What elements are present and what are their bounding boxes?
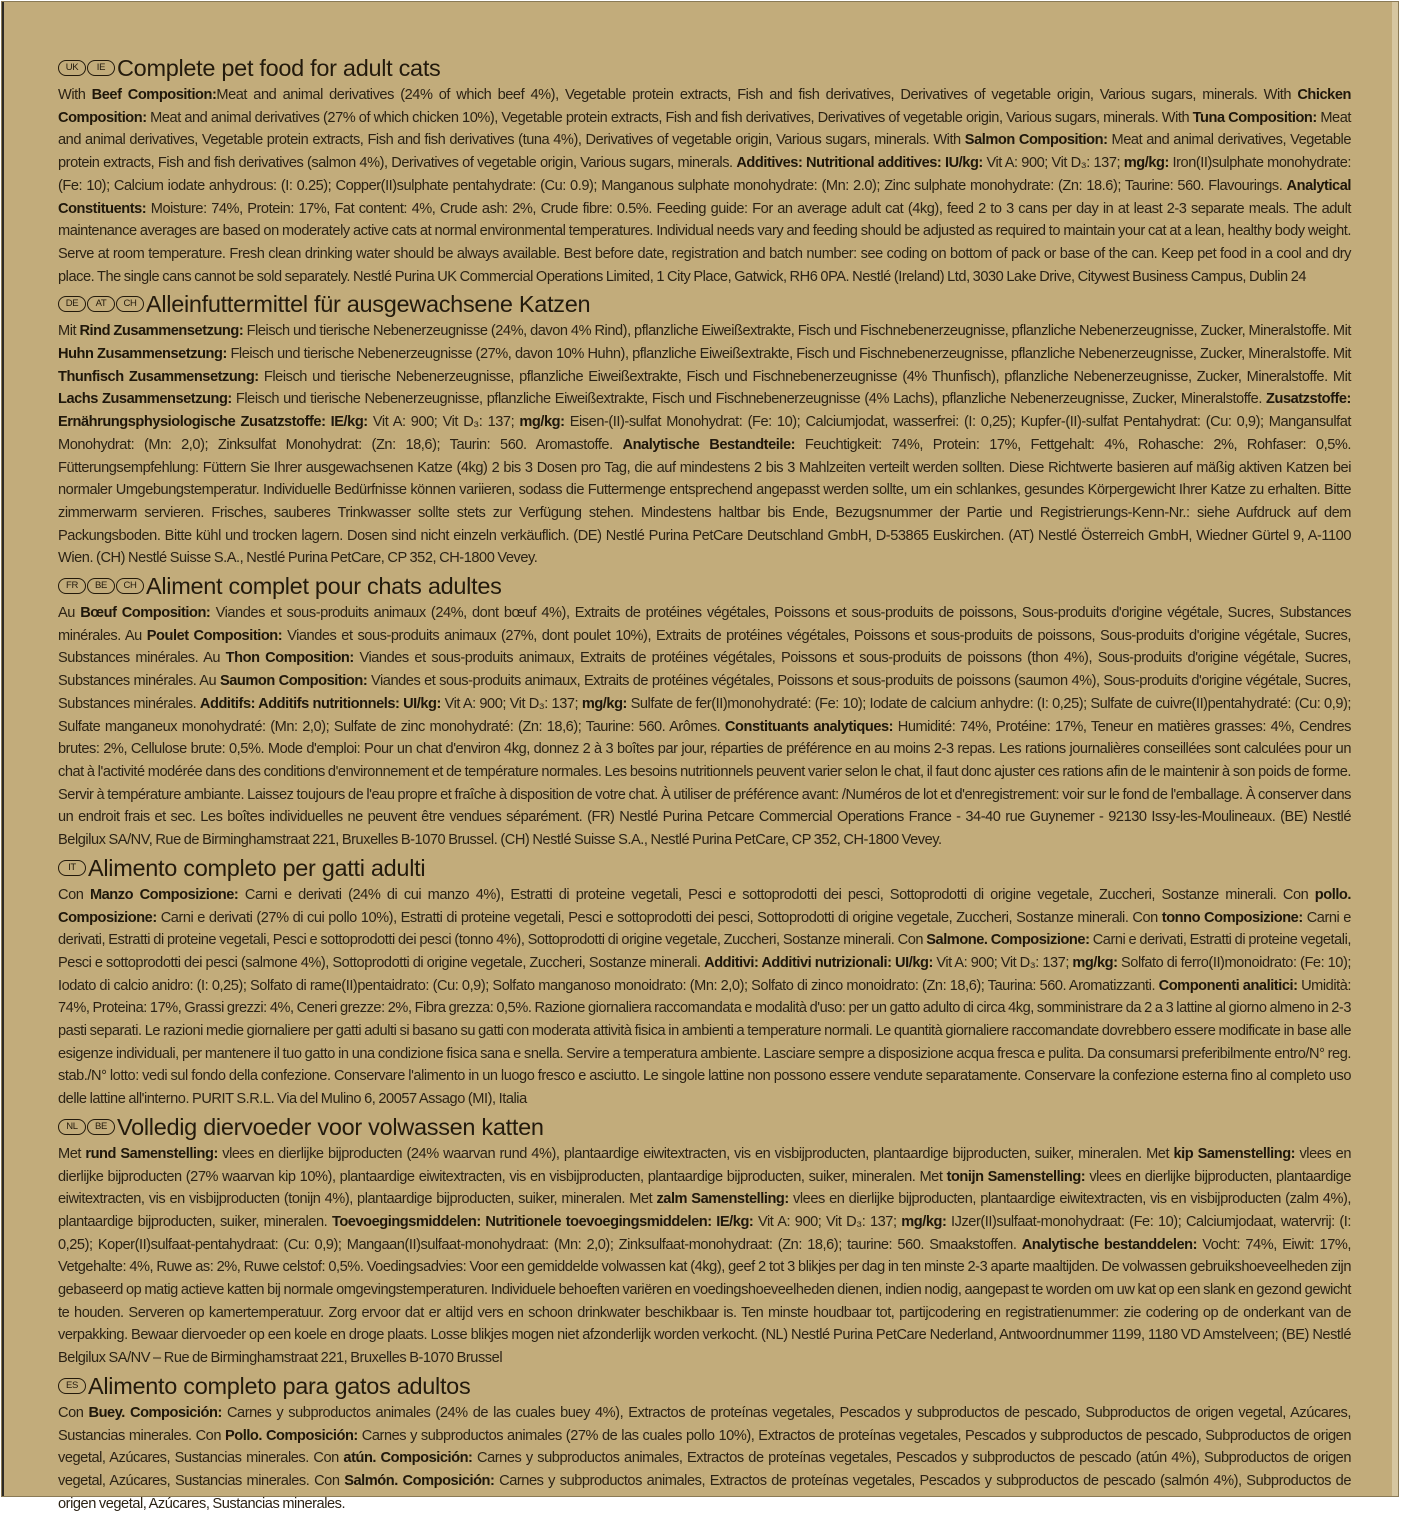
bold-label: rund Samenstelling:: [85, 1145, 218, 1162]
section-body-text: [58, 1143, 1351, 1370]
bold-label: mg/kg:: [1123, 155, 1169, 172]
section-heading-text: Alimento completo per gatti adulti: [88, 854, 426, 881]
body-run: Mit: [58, 323, 80, 340]
country-code-badge: IT: [58, 860, 86, 876]
country-badges: [58, 860, 87, 876]
bold-label: Pollo. Composición:: [224, 1427, 358, 1444]
bold-label: Analytische bestanddelen:: [1021, 1236, 1198, 1253]
bold-label: Saumon Composition:: [219, 673, 368, 690]
section-body-text: [58, 320, 1351, 570]
body-run: Eisen-(II)-sulfat Monohydrat: (Fe: 10); Calciumjodat, wasserfrei: (I: 0,25); Kupfer-(II)-sulfat Pentahydrat: (Cu: 0,9); Mangansulfat Monohydrat: (Mn: 2,0); Zinksulfat Monohydrat: (Zn: 18,6); Taurin: 560. Aromastoffe.: [58, 414, 1352, 453]
body-run: Carnes y subproductos animales, Extractos de proteínas vegetales, Pescados y subproductos de pescado (atún 4%), Subproductos de origen vegetal, Azúcares, Sustancias minerales. Con: [58, 1450, 1351, 1489]
body-run: vlees en dierlijke bijproducten (27% waarvan kip 10%), plantaardige eiwitextracten, vis en visbijproducten, plantaardige bijproducten, suiker, mineralen. Met: [58, 1145, 1351, 1185]
bold-label: kip Samenstelling:: [1173, 1145, 1296, 1162]
country-badges: [58, 296, 145, 312]
country-code-badge: BE: [87, 1119, 115, 1135]
country-code-badge: AT: [87, 296, 115, 312]
bold-label: Tuna Composition:: [1192, 109, 1317, 126]
bold-label: Analytische Bestandteile:: [622, 436, 796, 453]
bold-label: mg/kg:: [519, 414, 565, 431]
section-body-text: [58, 84, 1351, 288]
language-section: [58, 852, 1351, 1111]
bold-label: Thunfisch Zusammensetzung:: [58, 368, 259, 385]
section-body-text: [58, 602, 1351, 852]
section-heading-text: Alleinfuttermittel für ausgewachsene Katzen: [146, 291, 591, 318]
body-run: Meat and animal derivatives (27% of which chicken 10%), Vegetable protein extracts, Fish and fish derivatives, Derivatives of vegetable origin, Various sugars, minerals. With: [146, 109, 1193, 126]
body-run: Carni e derivati (27% di cui pollo 10%), Estratti di proteine vegetali, Pesci e sottoprodotti dei pesci, Sottoprodotti di origine vegetale, Zuccheri, Sostanze minerali. Con: [156, 909, 1162, 926]
body-run: Vit A: 900; Vit D₃: 137;: [753, 1213, 902, 1230]
body-run: Fleisch und tierische Nebenerzeugnisse (27%, davon 10% Huhn), pflanzliche Eiweißextrakte, Fisch und Fischnebenerzeugnisse, pflanzliche Nebenerzeugnisse, Zucker, Mineralstoffe. Mit: [226, 346, 1351, 363]
body-run: Umidità: 74%, Proteina: 17%, Grassi grezzi: 4%, Ceneri grezze: 2%, Fibra grezza: 0,5%. Razione giornaliera raccomandata e modalità d'uso: per un gatto adulto di circa 4kg, somministrare da 2 a 3 lattine al giorno almeno in 2-3 pasti separati. Le razioni medie giornaliere per gatti adulti si basano su gatti con moderata attività fisica in ambienti a temperature normali. Le quantità giornaliere raccomandate dovrebbero essere modificate in base alle esigenze individuali, per mantenere il tuo gatto in una condizione fisica sana e snella. Servire a temperatura ambiente. Lasciare sempre a disposizione acqua fresca e pulita. Da consumarsi preferibilmente entro/N° reg. stab./N° lotto: vedi sul fondo della confezione. Conservare l'alimento in un luogo fresco e asciutto. Le singole lattine non possono essere vendute separatamente. Conservare la confezione esterna fino al completo uso delle lattine all'interno. PURIT S.R.L. Via del Mulino 6, 20057 Assago (MI), Italia: [58, 977, 1351, 1108]
body-run: Viandes et sous-produits animaux (27%, dont poulet 10%), Extraits de protéines végétales, Poissons et sous-produits de poissons, Sous-produits d'origine végétale, Sucres, Substances minérales. Au: [58, 627, 1351, 667]
body-run: Carnes y subproductos animales (27% de las cuales pollo 10%), Extractos de proteínas vegetales, Pescados y subproductos de pescado, Subproductos de origen vegetal, Azúcares, Sustancias minerales. Con: [58, 1427, 1352, 1467]
body-run: Vit A: 900; Vit D₃: 137;: [367, 414, 520, 431]
bold-label: Additives: Nutritional additives: IU/kg:: [736, 155, 983, 172]
body-run: Meat and animal derivatives (24% of which beef 4%), Vegetable protein extracts, Fish and fish derivatives, Derivatives of vegetable origin, Various sugars, minerals. With: [216, 87, 1298, 103]
body-run: Viandes et sous-produits animaux, Extraits de protéines végétales, Poissons et sous-produits de poissons (saumon 4%), Sous-produits d'origine végétale, Sucres, Substances minérales.: [58, 673, 1352, 712]
bold-label: atún. Composición:: [343, 1450, 473, 1467]
bold-label: tonno Composizione:: [1161, 909, 1303, 926]
body-run: Viandes et sous-produits animaux (24%, dont bœuf 4%), Extraits de protéines végétales, Poissons et sous-produits de poissons, Sous-produits d'origine végétale, Sucres, Substances minérales. Au: [58, 605, 1351, 644]
body-run: Humidité: 74%, Protéine: 17%, Teneur en matières grasses: 4%, Cendres brutes: 2%, Cellulose brute: 0,5%. Mode d'emploi: Pour un chat d'environ 4kg, donnez 2 à 3 boîtes par jour, réparties de préférence en au moins 2-3 repas. Les rations journalières conseillées sont calculées pour un chat à l'activité modérée dans des conditions d'environnement et de température normales. Les besoins nutritionnels peuvent varier selon le chat, il faut donc ajuster ces rations afin de le maintenir à son poids de forme. Servir à température ambiante. Laissez toujours de l'eau propre et fraîche à disposition de votre chat. À utiliser de préférence avant: /Numéros de lot et d'enregistrement: voir sur le fond de l'emballage. À conserver dans un endroit frais et sec. Les boîtes individuelles ne peuvent être vendues séparément. (FR) Nestlé Purina Petcare Commercial Operations France - 34-40 rue Guynemer - 92130 Issy-les-Moulineaux. (BE) Nestlé Belgilux SA/NV, Rue de Birminghamstraat 221, Bruxelles B-1070 Brussel. (CH) Nestlé Suisse S.A., Nestlé Purina PetCare, CP 352, CH-1800 Vevey.: [58, 718, 1351, 849]
bold-label: Beef Composition:: [91, 87, 217, 103]
bold-label: zalm Samenstelling:: [656, 1191, 789, 1208]
section-heading: [58, 1370, 1351, 1402]
body-run: vlees en dierlijke bijproducten (24% waarvan rund 4%), plantaardige eiwitextracten, vis en visbijproducten, plantaardige bijproducten, suiker, mineralen. Met: [217, 1145, 1174, 1162]
bold-label: tonijn Samenstelling:: [946, 1168, 1086, 1185]
section-heading-text: Complete pet food for adult cats: [117, 55, 441, 81]
bold-label: Salmón. Composición:: [344, 1472, 495, 1489]
bold-label: Constituants analytiques:: [724, 718, 894, 735]
section-heading: [58, 570, 1351, 602]
bold-label: Componenti analitici:: [1158, 977, 1298, 994]
country-badges: [58, 1378, 87, 1394]
bold-label: Huhn Zusammensetzung:: [58, 346, 227, 363]
bold-label: Salmon Composition:: [964, 132, 1108, 149]
section-heading: [58, 1111, 1351, 1143]
body-run: Vit A: 900; Vit D₃: 137;: [440, 695, 582, 712]
bold-label: Manzo Composizione:: [89, 886, 239, 903]
body-run: Vit A: 900; Vit D₃: 137;: [932, 954, 1073, 971]
language-section: [58, 1370, 1351, 1515]
section-heading-text: Alimento completo para gatos adultos: [88, 1372, 471, 1399]
section-heading: [58, 288, 1351, 320]
country-code-badge: DE: [58, 296, 86, 312]
country-badges: [58, 1119, 116, 1135]
language-section: [58, 288, 1351, 570]
country-code-badge: CH: [116, 296, 144, 312]
body-run: Iron(II)sulphate monohydrate: (Fe: 10); Calcium iodate anhydrous: (I: 0.25); Copper(II)sulphate pentahydrate: (Cu: 0.9); Manganous sulphate monohydrate: (Mn: 2.0); Zinc sulphate monohydrate: (Zn: 18.6); Taurine: 560. Flavourings.: [58, 155, 1351, 194]
body-run: vlees en dierlijke bijproducten, plantaardige eiwitextracten, vis en visbijproducten (tonijn 4%), plantaardige bijproducten, suiker, mineralen. Met: [58, 1168, 1351, 1208]
bold-label: Lachs Zusammensetzung:: [58, 391, 232, 408]
country-code-badge: FR: [58, 578, 86, 594]
body-run: Fleisch und tierische Nebenerzeugnisse, pflanzliche Eiweißextrakte, Fisch und Fischnebenerzeugnisse (4% Lachs), pflanzliche Nebenerzeugnisse, Zucker, Mineralstoffe.: [231, 391, 1267, 408]
bold-label: mg/kg:: [901, 1213, 947, 1230]
body-run: Carni e derivati, Estratti di proteine vegetali, Pesci e sottoprodotti dei pesci (tonno 4%), Sottoprodotti di origine vegetale, Zuccheri, Sostanze minerali. Con: [58, 909, 1351, 949]
bold-label: Toevoegingsmiddelen: Nutritionele toevoegingsmiddelen: IE/kg:: [331, 1213, 754, 1230]
body-run: Carnes y subproductos animales (24% de las cuales buey 4%), Extractos de proteínas vegetales, Pescados y subproductos de pescado, Subproductos de origen vegetal, Azúcares, Sustancias minerales. Con: [58, 1404, 1351, 1444]
country-code-badge: NL: [58, 1119, 86, 1135]
body-run: Moisture: 74%, Protein: 17%, Fat content: 4%, Crude ash: 2%, Crude fibre: 0.5%. Feeding guide: For an average adult cat (4kg), feed 2 to 3 cans per day in at least 2-3 separate meals. The adult maintenance averages are based on moderately active cats at normal environmental temperatures. Individual needs vary and feeding should be adjusted as required to maintain your cat at a lean, healthy body weight. Serve at room temperature. Fresh clean drinking water should be always available. Best before date, registration and batch number: see coding on bottom of pack or base of the can. Keep pet food in a cool and dry place. The single cans cannot be sold separately. Nestlé Purina UK Commercial Operations Limited, 1 City Place, Gatwick, RH6 0PA. Nestlé (Ireland) Ltd, 3030 Lake Drive, Citywest Business Campus, Dublin 24: [58, 200, 1351, 285]
body-run: Vit A: 900; Vit D₃: 137;: [982, 155, 1124, 172]
bold-label: Analytical Constituents:: [58, 177, 1351, 217]
body-run: Carni e derivati, Estratti di proteine vegetali, Pesci e sottoprodotti dei pesci (salmone 4%), Sottoprodotti di origine vegetale, Zuccheri, Sostanze minerali.: [58, 932, 1351, 971]
body-run: With: [58, 87, 92, 103]
body-run: vlees en dierlijke bijproducten, plantaardige eiwitextracten, vis en visbijproducten (zalm 4%), plantaardige bijproducten, suiker, mineralen.: [58, 1191, 1352, 1230]
body-run: Sulfate de fer(II)monohydraté: (Fe: 10); Iodate de calcium anhydre: (I: 0,25); Sulfate de cuivre(II)pentahydraté: (Cu: 0,9); Sulfate manganeux monohydraté: (Mn: 2,0); Sulfate de zinc monohydraté: (Zn: 18,6); Taurine: 560. Arômes.: [58, 695, 1352, 735]
body-run: Fleisch und tierische Nebenerzeugnisse, pflanzliche Eiweißextrakte, Fisch und Fischnebenerzeugnisse (4% Thunfisch), pflanzliche Nebenerzeugnisse, Zucker, Mineralstoffe. Mit: [258, 368, 1351, 385]
bold-label: mg/kg:: [1072, 954, 1118, 971]
body-run: Met: [58, 1145, 86, 1162]
bold-label: Thon Composition:: [225, 650, 354, 667]
body-run: Au: [58, 605, 81, 622]
label-content: [58, 52, 1351, 1515]
language-section: [58, 570, 1351, 852]
country-code-badge: BE: [87, 578, 115, 594]
body-run: Solfato di ferro(II)monoidrato: (Fe: 10); Iodato di calcio anidro: (I: 0,25); Solfato di rame(II)pentaidrato: (Cu: 0,9); Solfato manganoso monoidrato: (Mn: 2,0); Solfato di zinco monoidrato: (Zn: 18,6); Taurina: 560. Aromatizzanti.: [58, 954, 1351, 994]
section-heading-text: Aliment complet pour chats adultes: [146, 573, 502, 600]
body-run: Vocht: 74%, Eiwit: 17%, Vetgehalte: 4%, Ruwe as: 2%, Ruwe celstof: 0,5%. Voedingsadvies: Voor een gemiddelde volwassen kat (4kg), geef 2 tot 3 blikjes per dag in ten minste 2-3 aparte maaltijden. De volwassen gebruikshoeveelheden zijn gebaseerd op matig actieve katten bij normale omgevingstemperaturen. Individuele behoeften variëren en voedingshoeveelheden dienen, indien nodig, aangepast te worden om uw kat op een slank en gezond gewicht te houden. Serveren op kamertemperatuur. Zorg ervoor dat er altijd vers en schoon drinkwater beschikbaar is. Ten minste houdbaar tot, partijcodering en registratienummer: zie codering op de onderkant van de verpakking. Bewaar diervoeder op een koele en droge plaats. Losse blikjes mogen niet afzonderlijk worden verkocht. (NL) Nestlé Purina PetCare Nederland, Antwoordnummer 1199, 1180 VD Amstelveen; (BE) Nestlé Belgilux SA/NV – Rue de Birminghamstraat 221, Bruxelles B-1070 Brussel: [58, 1236, 1351, 1367]
bold-label: Rind Zusammensetzung:: [79, 323, 244, 340]
language-section: [58, 1111, 1351, 1370]
country-badges: [58, 578, 145, 594]
bold-label: mg/kg:: [581, 695, 627, 712]
bold-label: Poulet Composition:: [146, 627, 283, 644]
body-run: Feuchtigkeit: 74%, Protein: 17%, Fettgehalt: 4%, Rohasche: 2%, Rohfaser: 0,5%. Fütterungsempfehlung: Füttern Sie Ihrer ausgewachsenen Katze (4kg) 2 bis 3 Dosen pro Tag, die auf mindestens 2 bis 3 Mahlzeiten verteilt werden sollten. Diese Richtwerte basieren auf mäßig aktiven Katzen bei normaler Umgebungstemperatur. Individuelle Bedürfnisse können variieren, sodass die Futtermenge entsprechend angepasst werden sollte, um ein schlankes, gesundes Körpergewicht Ihrer Katze zu erhalten. Bitte zimmerwarm servieren. Frisches, sauberes Trinkwasser sollte stets zur Verfügung stehen. Mindestens haltbar bis Ende, Bezugsnummer der Partie und Registrierungs-Kenn-Nr.: siehe Aufdruck auf dem Packungsboden. Bitte kühl und trocken lagern. Dosen sind nicht einzeln verkäuflich. (DE) Nestlé Purina PetCare Deutschland GmbH, D-53865 Euskirchen. (AT) Nestlé Österreich GmbH, Wiedner Gürtel 9, A-1100 Wien. (CH) Nestlé Suisse S.A., Nestlé Purina PetCare, CP 352, CH-1800 Vevey.: [58, 436, 1352, 567]
body-run: Con: [58, 886, 90, 903]
language-section: [58, 52, 1351, 288]
country-code-badge: IE: [87, 60, 115, 76]
bold-label: Additivi: Additivi nutrizionali: UI/kg:: [704, 954, 933, 971]
country-code-badge: CH: [116, 578, 144, 594]
section-body-text: [58, 1402, 1351, 1515]
section-body-text: [58, 884, 1351, 1111]
body-run: Meat and animal derivatives, Vegetable protein extracts, Fish and fish derivatives (salmon 4%), Derivatives of vegetable origin, Various sugars, minerals.: [58, 132, 1351, 172]
country-code-badge: UK: [58, 60, 86, 76]
bold-label: Zusatzstoffe: Ernährungsphysiologische Zusatzstoffe: IE/kg:: [58, 391, 1351, 431]
country-code-badge: ES: [58, 1378, 86, 1394]
body-run: Viandes et sous-produits animaux, Extraits de protéines végétales, Poissons et sous-produits de poissons (thon 4%), Sous-produits d'origine végétale, Sucres, Substances minérales. Au: [58, 650, 1351, 690]
section-heading: [58, 852, 1351, 884]
section-heading: [58, 52, 1351, 84]
bold-label: Chicken Composition:: [58, 87, 1351, 126]
body-run: Con: [58, 1404, 89, 1421]
body-run: Carni e derivati (24% di cui manzo 4%), Estratti di proteine vegetali, Pesci e sottoprodotti dei pesci, Sottoprodotti di origine vegetale, Zuccheri, Sostanze minerali. Con: [238, 886, 1315, 903]
bold-label: Salmone. Composizione:: [926, 932, 1090, 949]
bold-label: Additifs: Additifs nutritionnels: UI/kg:: [199, 695, 441, 712]
body-run: IJzer(II)sulfaat-monohydraat: (Fe: 10); Calciumjodaat, watervrij: (I: 0,25); Koper(II)sulfaat-pentahydraat: (Cu: 0,9); Mangaan(II)sulfaat-monohydraat: (Mn: 2,0); Zinksulfaat-monohydraat: (Zn: 18,6); taurine: 560. Smaakstoffen.: [58, 1213, 1351, 1253]
bold-label: Bœuf Composition:: [80, 605, 211, 622]
body-run: Carnes y subproductos animales, Extractos de proteínas vegetales, Pescados y subproductos de pescado (salmón 4%), Subproductos de origen vegetal, Azúcares, Sustancias minerales.: [58, 1472, 1352, 1512]
body-run: Meat and animal derivatives, Vegetable protein extracts, Fish and fish derivatives (tuna 4%), Derivatives of vegetable origin, Various sugars, minerals. With: [58, 109, 1351, 149]
body-run: Fleisch und tierische Nebenerzeugnisse (24%, davon 4% Rind), pflanzliche Eiweißextrakte, Fisch und Fischnebenerzeugnisse, pflanzliche Nebenerzeugnisse, Zucker, Mineralstoffe. Mit: [243, 323, 1352, 340]
section-heading-text: Volledig diervoeder voor volwassen katten: [117, 1113, 544, 1140]
country-badges: [58, 60, 116, 76]
packaging-label-panel: [1, 1, 1399, 1512]
bold-label: pollo. Composizione:: [58, 886, 1352, 926]
bold-label: Buey. Composición:: [88, 1404, 222, 1421]
